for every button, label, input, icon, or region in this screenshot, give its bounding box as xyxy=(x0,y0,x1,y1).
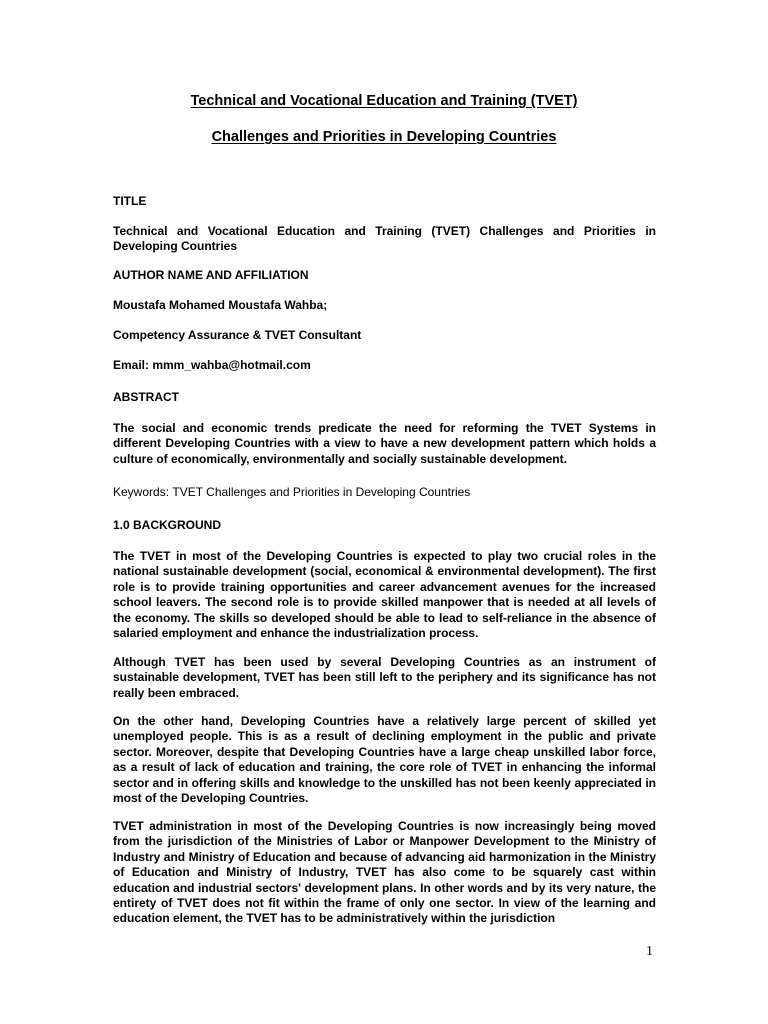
keywords-line xyxy=(113,485,656,499)
background-heading: 1.0 BACKGROUND xyxy=(113,518,222,532)
author-email: Email: mmm_wahba@hotmail.com xyxy=(113,358,311,372)
author-name: Moustafa Mohamed Moustafa Wahba; xyxy=(113,298,328,312)
body-paragraph-2: Although TVET has been used by several Developing Countries as an instrument of sustainable development, TVET has been still left to the periphery and its significance has not really been embraced. xyxy=(113,655,656,700)
body-paragraph-4: TVET administration in most of the Developing Countries is now increasingly being moved from the jurisdiction of the Ministries of Labor or Manpower Development to the Ministry of Industry and Ministry of Education and because of advancing aid harmonization in the Ministry of Education and Ministry of Industry, TVET has also come to be squarely cast within education and industrial sectors' development plans. In other words and by its very nature, the entirety of TVET does not fit within the frame of only one sector. In view of the learning and education element, the TVET has to be administratively within the jurisdiction xyxy=(113,819,656,926)
abstract-text: The social and economic trends predicate the need for reforming the TVET Systems in different Developing Countries with a view to have a new development pattern which holds a culture of economically, environmentally and socially sustainable development. xyxy=(113,421,656,466)
title-label: TITLE xyxy=(113,194,147,208)
page-number: 1 xyxy=(646,944,653,959)
affiliation: Competency Assurance & TVET Consultant xyxy=(113,328,362,342)
keywords-label: Keywords xyxy=(113,485,166,499)
body-paragraph-3: On the other hand, Developing Countries have a relatively large percent of skilled yet unemployed people. This is as a result of declining employment in the public and private sector. Moreover, despite that Developing Countries have a large cheap unskilled labor force, as a result of lack of education and training, the core role of TVET in enhancing the informal sector and in offering skills and knowledge to the unskilled has not been keenly appreciated in most of the Developing Countries. xyxy=(113,714,656,806)
title-text: Technical and Vocational Education and Training (TVET) Challenges and Priorities in Developing Countries xyxy=(113,224,656,254)
document-heading-line-1: Technical and Vocational Education and Training (TVET) xyxy=(190,93,578,109)
author-label: AUTHOR NAME AND AFFILIATION xyxy=(113,268,309,282)
body-paragraph-1: The TVET in most of the Developing Countries is expected to play two crucial roles in the national sustainable development (social, economical & environmental development). The first role is to provide training opportunities and career advancement avenues for the increased school leavers. The second role is to provide skilled manpower that is needed at all levels of the economy. The skills so developed should be able to lead to self-reliance in the absence of salaried employment and enhance the industrialization process. xyxy=(113,549,656,641)
keywords-colon: : xyxy=(165,485,170,499)
abstract-label: ABSTRACT xyxy=(113,390,179,404)
keywords-text: TVET Challenges and Priorities in Developing Countries xyxy=(172,485,471,499)
document-heading-line-2: Challenges and Priorities in Developing Countries xyxy=(211,129,557,145)
